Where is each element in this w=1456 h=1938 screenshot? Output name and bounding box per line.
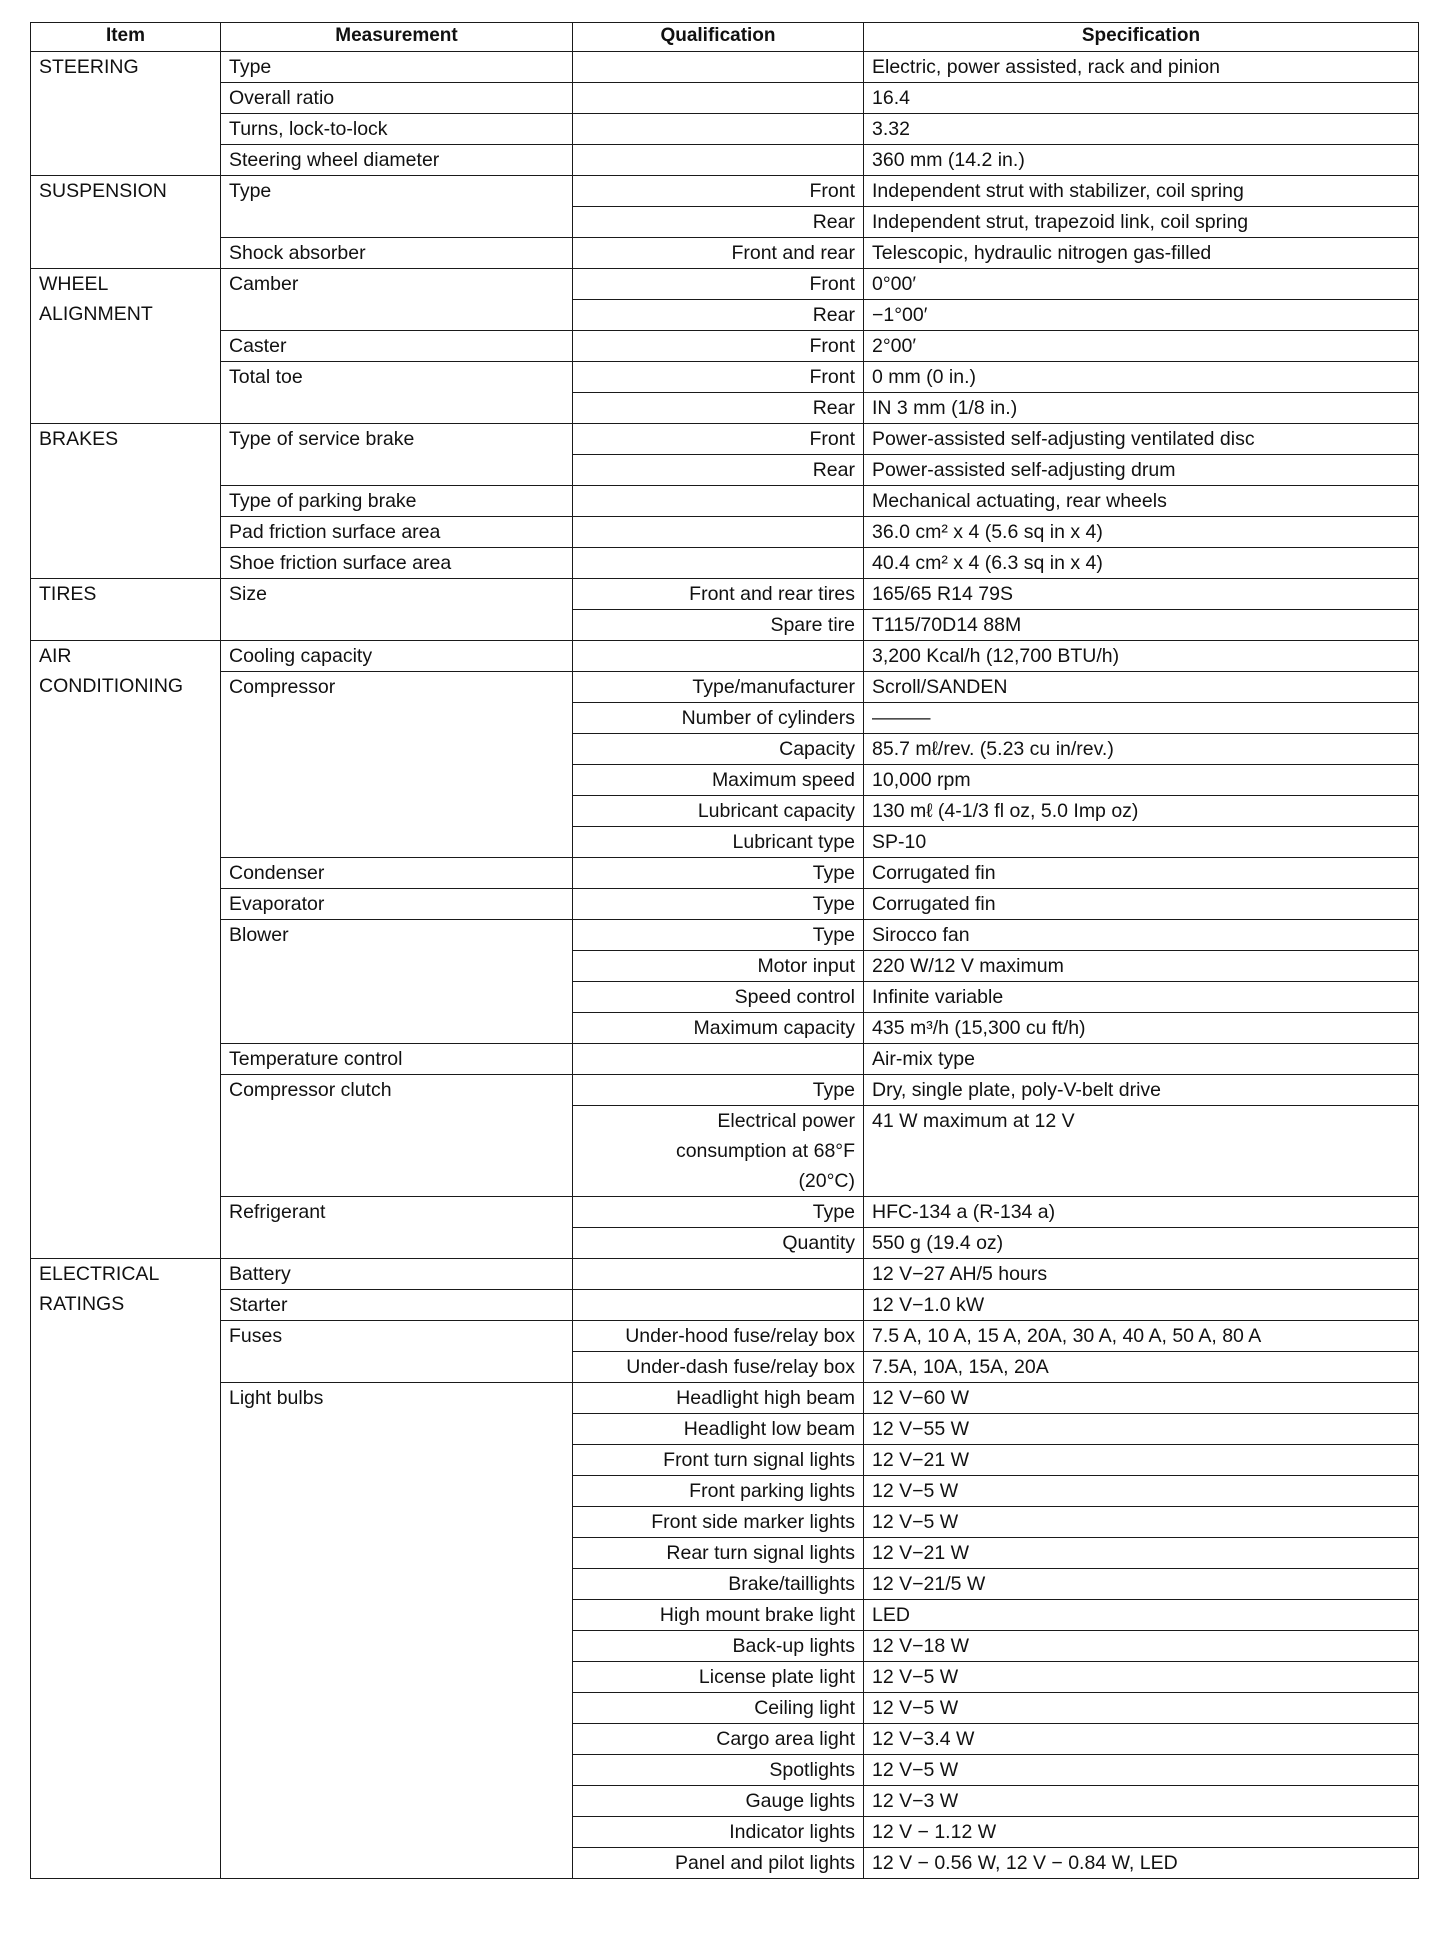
measurement-cell: Compressor [221, 672, 573, 858]
qualification-cell: Headlight high beam [573, 1383, 864, 1414]
table-row [31, 920, 1419, 951]
qualification-cell: Speed control [573, 982, 864, 1013]
qualification-cell: Number of cylinders [573, 703, 864, 734]
table-row [31, 238, 1419, 269]
qualification-cell: Gauge lights [573, 1786, 864, 1817]
item-cell: AIR CONDITIONING [31, 641, 221, 1259]
measurement-cell: Steering wheel diameter [221, 145, 573, 176]
qualification-cell: Type [573, 1075, 864, 1106]
specification-cell: 0°00′ [864, 269, 1419, 300]
qualification-cell [573, 486, 864, 517]
table-row [31, 1259, 1419, 1290]
specification-cell: 12 V−27 AH/5 hours [864, 1259, 1419, 1290]
table-row [31, 331, 1419, 362]
specification-cell: 220 W/12 V maximum [864, 951, 1419, 982]
qualification-cell: Spare tire [573, 610, 864, 641]
measurement-cell: Blower [221, 920, 573, 1044]
measurement-cell: Temperature control [221, 1044, 573, 1075]
specification-table [30, 22, 1419, 1879]
table-row [31, 176, 1419, 207]
specification-cell: 7.5 A, 10 A, 15 A, 20A, 30 A, 40 A, 50 A, 80 A [864, 1321, 1419, 1352]
qualification-cell: Rear [573, 455, 864, 486]
specification-cell: 12 V−5 W [864, 1507, 1419, 1538]
specification-cell: IN 3 mm (1/8 in.) [864, 393, 1419, 424]
qualification-cell: Under-hood fuse/relay box [573, 1321, 864, 1352]
qualification-cell: Maximum capacity [573, 1013, 864, 1044]
specification-cell: Power-assisted self-adjusting ventilated disc [864, 424, 1419, 455]
table-row [31, 114, 1419, 145]
qualification-cell [573, 52, 864, 83]
specification-cell: 12 V−5 W [864, 1693, 1419, 1724]
specification-cell: 7.5A, 10A, 15A, 20A [864, 1352, 1419, 1383]
qualification-cell: Spotlights [573, 1755, 864, 1786]
qualification-cell: Under-dash fuse/relay box [573, 1352, 864, 1383]
item-cell: STEERING [31, 52, 221, 176]
qualification-cell: Brake/taillights [573, 1569, 864, 1600]
qualification-cell [573, 83, 864, 114]
specification-cell: 12 V−21 W [864, 1538, 1419, 1569]
table-row [31, 83, 1419, 114]
specification-cell: 550 g (19.4 oz) [864, 1228, 1419, 1259]
table-row [31, 1075, 1419, 1106]
qualification-cell: Front [573, 269, 864, 300]
specification-cell: 360 mm (14.2 in.) [864, 145, 1419, 176]
specification-cell: 3.32 [864, 114, 1419, 145]
measurement-cell: Type [221, 176, 573, 238]
measurement-cell: Type of parking brake [221, 486, 573, 517]
qualification-cell: Type/manufacturer [573, 672, 864, 703]
specification-cell: Scroll/SANDEN [864, 672, 1419, 703]
qualification-cell: Panel and pilot lights [573, 1848, 864, 1879]
qualification-cell: Quantity [573, 1228, 864, 1259]
qualification-cell [573, 548, 864, 579]
table-row [31, 486, 1419, 517]
specification-cell: Corrugated fin [864, 858, 1419, 889]
specification-cell: LED [864, 1600, 1419, 1631]
specification-cell: Electric, power assisted, rack and pinion [864, 52, 1419, 83]
qualification-cell: Type [573, 920, 864, 951]
item-cell: BRAKES [31, 424, 221, 579]
specification-cell: 85.7 mℓ/rev. (5.23 cu in/rev.) [864, 734, 1419, 765]
specification-cell: 130 mℓ (4-1/3 fl oz, 5.0 Imp oz) [864, 796, 1419, 827]
qualification-cell [573, 114, 864, 145]
measurement-cell: Total toe [221, 362, 573, 424]
table-row [31, 1044, 1419, 1075]
measurement-cell: Condenser [221, 858, 573, 889]
header-specification: Specification [864, 23, 1419, 52]
qualification-cell: Front turn signal lights [573, 1445, 864, 1476]
specification-cell: Dry, single plate, poly-V-belt drive [864, 1075, 1419, 1106]
specification-cell: 40.4 cm² x 4 (6.3 sq in x 4) [864, 548, 1419, 579]
table-row [31, 269, 1419, 300]
qualification-cell: Rear [573, 207, 864, 238]
qualification-cell [573, 1290, 864, 1321]
measurement-cell: Fuses [221, 1321, 573, 1383]
measurement-cell: Shock absorber [221, 238, 573, 269]
qualification-cell: Type [573, 889, 864, 920]
item-cell: SUSPENSION [31, 176, 221, 269]
specification-cell: Independent strut, trapezoid link, coil spring [864, 207, 1419, 238]
specification-cell: Telescopic, hydraulic nitrogen gas-filled [864, 238, 1419, 269]
measurement-cell: Light bulbs [221, 1383, 573, 1879]
table-row [31, 1383, 1419, 1414]
measurement-cell: Evaporator [221, 889, 573, 920]
table-row [31, 1321, 1419, 1352]
measurement-cell: Battery [221, 1259, 573, 1290]
qualification-cell: Back-up lights [573, 1631, 864, 1662]
specification-cell: 12 V−60 W [864, 1383, 1419, 1414]
measurement-cell: Type of service brake [221, 424, 573, 486]
specification-cell: Sirocco fan [864, 920, 1419, 951]
specification-cell: 435 m³/h (15,300 cu ft/h) [864, 1013, 1419, 1044]
qualification-cell: Electrical power consumption at 68°F (20°C) [573, 1106, 864, 1197]
specification-cell: 165/65 R14 79S [864, 579, 1419, 610]
specification-cell: 12 V − 1.12 W [864, 1817, 1419, 1848]
header-item: Item [31, 23, 221, 52]
table-row [31, 424, 1419, 455]
qualification-cell: Front side marker lights [573, 1507, 864, 1538]
specification-cell: 12 V − 0.56 W, 12 V − 0.84 W, LED [864, 1848, 1419, 1879]
specification-cell: Air-mix type [864, 1044, 1419, 1075]
qualification-cell: Maximum speed [573, 765, 864, 796]
specification-cell: 12 V−18 W [864, 1631, 1419, 1662]
specification-cell: 12 V−21 W [864, 1445, 1419, 1476]
specification-cell: Power-assisted self-adjusting drum [864, 455, 1419, 486]
table-row [31, 145, 1419, 176]
qualification-cell: Type [573, 1197, 864, 1228]
qualification-cell [573, 145, 864, 176]
qualification-cell: Type [573, 858, 864, 889]
specification-cell: 0 mm (0 in.) [864, 362, 1419, 393]
specification-cell: 2°00′ [864, 331, 1419, 362]
qualification-cell [573, 1259, 864, 1290]
specification-cell: SP-10 [864, 827, 1419, 858]
table-row [31, 548, 1419, 579]
qualification-cell [573, 517, 864, 548]
table-row [31, 579, 1419, 610]
table-row [31, 1290, 1419, 1321]
table-row [31, 1197, 1419, 1228]
table-row [31, 362, 1419, 393]
qualification-cell: Lubricant type [573, 827, 864, 858]
specification-cell: HFC-134 a (R-134 a) [864, 1197, 1419, 1228]
qualification-cell: Front [573, 362, 864, 393]
specification-cell: 12 V−3 W [864, 1786, 1419, 1817]
specification-cell: 10,000 rpm [864, 765, 1419, 796]
item-cell: ELECTRICAL RATINGS [31, 1259, 221, 1879]
qualification-cell: Front [573, 176, 864, 207]
measurement-cell: Type [221, 52, 573, 83]
specification-cell: Mechanical actuating, rear wheels [864, 486, 1419, 517]
specification-cell: 41 W maximum at 12 V [864, 1106, 1419, 1197]
specification-cell: Independent strut with stabilizer, coil spring [864, 176, 1419, 207]
specification-cell: 12 V−3.4 W [864, 1724, 1419, 1755]
qualification-cell: License plate light [573, 1662, 864, 1693]
table-row [31, 889, 1419, 920]
qualification-cell: Headlight low beam [573, 1414, 864, 1445]
measurement-cell: Caster [221, 331, 573, 362]
table-row [31, 517, 1419, 548]
specification-cell: Corrugated fin [864, 889, 1419, 920]
specification-cell: 3,200 Kcal/h (12,700 BTU/h) [864, 641, 1419, 672]
qualification-cell: Capacity [573, 734, 864, 765]
measurement-cell: Pad friction surface area [221, 517, 573, 548]
table-row [31, 672, 1419, 703]
specification-cell: 12 V−21/5 W [864, 1569, 1419, 1600]
qualification-cell [573, 641, 864, 672]
table-row [31, 641, 1419, 672]
measurement-cell: Compressor clutch [221, 1075, 573, 1197]
measurement-cell: Starter [221, 1290, 573, 1321]
table-row [31, 858, 1419, 889]
qualification-cell [573, 1044, 864, 1075]
measurement-cell: Cooling capacity [221, 641, 573, 672]
header-qualification: Qualification [573, 23, 864, 52]
qualification-cell: Rear [573, 393, 864, 424]
qualification-cell: Indicator lights [573, 1817, 864, 1848]
qualification-cell: Front [573, 331, 864, 362]
measurement-cell: Shoe friction surface area [221, 548, 573, 579]
table-row [31, 52, 1419, 83]
qualification-cell: Ceiling light [573, 1693, 864, 1724]
qualification-cell: Lubricant capacity [573, 796, 864, 827]
measurement-cell: Camber [221, 269, 573, 331]
header-measurement: Measurement [221, 23, 573, 52]
item-cell: WHEEL ALIGNMENT [31, 269, 221, 424]
specification-cell: 12 V−55 W [864, 1414, 1419, 1445]
measurement-cell: Size [221, 579, 573, 641]
qualification-cell: Front [573, 424, 864, 455]
qualification-cell: Motor input [573, 951, 864, 982]
qualification-cell: Front parking lights [573, 1476, 864, 1507]
specification-cell: −1°00′ [864, 300, 1419, 331]
qualification-cell: High mount brake light [573, 1600, 864, 1631]
specification-cell: Infinite variable [864, 982, 1419, 1013]
measurement-cell: Overall ratio [221, 83, 573, 114]
table-body [31, 52, 1419, 1879]
specification-cell: 12 V−5 W [864, 1755, 1419, 1786]
item-cell: TIRES [31, 579, 221, 641]
specification-cell: ——— [864, 703, 1419, 734]
specification-cell: 16.4 [864, 83, 1419, 114]
qualification-cell: Front and rear tires [573, 579, 864, 610]
specification-cell: 12 V−5 W [864, 1476, 1419, 1507]
header-row [31, 23, 1419, 52]
measurement-cell: Turns, lock-to-lock [221, 114, 573, 145]
qualification-cell: Front and rear [573, 238, 864, 269]
specification-cell: T115/70D14 88M [864, 610, 1419, 641]
measurement-cell: Refrigerant [221, 1197, 573, 1259]
specification-cell: 36.0 cm² x 4 (5.6 sq in x 4) [864, 517, 1419, 548]
specification-cell: 12 V−5 W [864, 1662, 1419, 1693]
qualification-cell: Rear [573, 300, 864, 331]
qualification-cell: Cargo area light [573, 1724, 864, 1755]
specification-cell: 12 V−1.0 kW [864, 1290, 1419, 1321]
qualification-cell: Rear turn signal lights [573, 1538, 864, 1569]
